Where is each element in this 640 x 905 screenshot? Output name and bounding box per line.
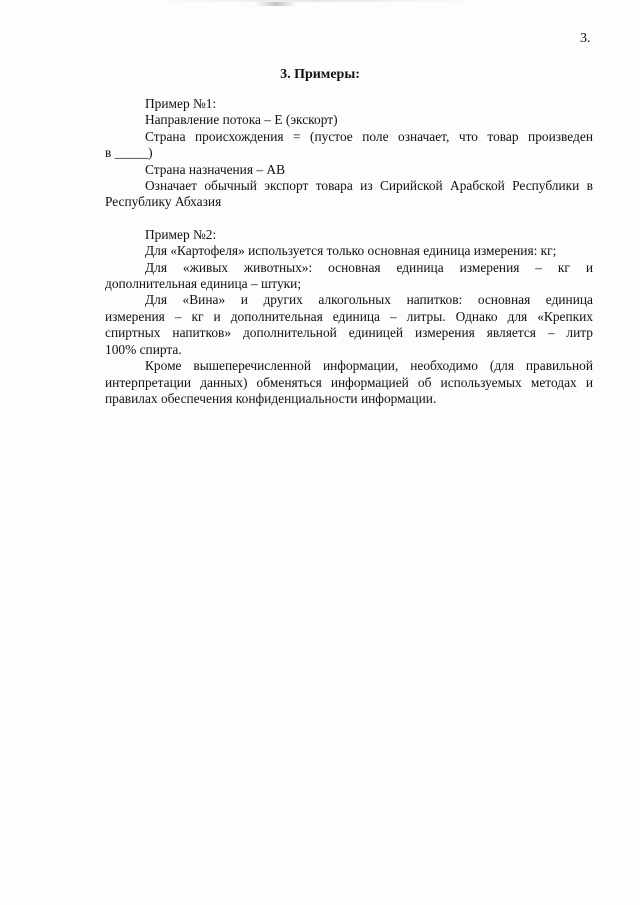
example2-heading: Пример №2:	[145, 226, 217, 242]
example1-destination: Страна назначения – AB	[145, 161, 285, 177]
example2-animals-line2: дополнительная единица – штуки;	[105, 276, 302, 292]
page-number: 3.	[580, 31, 591, 46]
example2-animals-line1: Для «живых животных»: основная единица измерения – кг и	[145, 259, 593, 275]
example1-origin-line2: в _____)	[105, 145, 153, 161]
document-body	[105, 96, 593, 407]
example2-wine-line2: измерения – кг и дополнительная единица – литры. Однако для «Крепких	[105, 308, 593, 324]
example1-flow-direction: Направление потока – E (экскорт)	[145, 112, 338, 128]
section-title: 3. Примеры:	[280, 67, 360, 82]
closing-line2: интерпретации данных) обменяться информацией об используемых методах и	[105, 374, 593, 390]
example2-potato: Для «Картофеля» используется только основная единица измерения: кг;	[145, 243, 557, 259]
scan-artifact	[255, 2, 297, 6]
closing-line1: Кроме вышеперечисленной информации, необходимо (для правильной	[145, 358, 593, 374]
scan-artifact	[150, 0, 480, 2]
example1-origin-line1: Страна происхождения = (пустое поле означает, что товар произведен	[145, 128, 593, 144]
example1-meaning-line2: Республику Абхазия	[105, 194, 222, 210]
example2-wine-line3: спиртных напитков» дополнительной единицей измерения является – литр	[105, 325, 593, 341]
example1-meaning-line1: Означает обычный экспорт товара из Сирийской Арабской Республики в	[145, 178, 593, 194]
closing-line3: правилах обеспечения конфиденциальности информации.	[105, 390, 437, 406]
example2-wine-line4: 100% спирта.	[105, 341, 182, 357]
example1-heading: Пример №1:	[145, 96, 217, 111]
example2-wine-line1: Для «Вина» и других алкогольных напитков: основная единица	[145, 292, 593, 308]
